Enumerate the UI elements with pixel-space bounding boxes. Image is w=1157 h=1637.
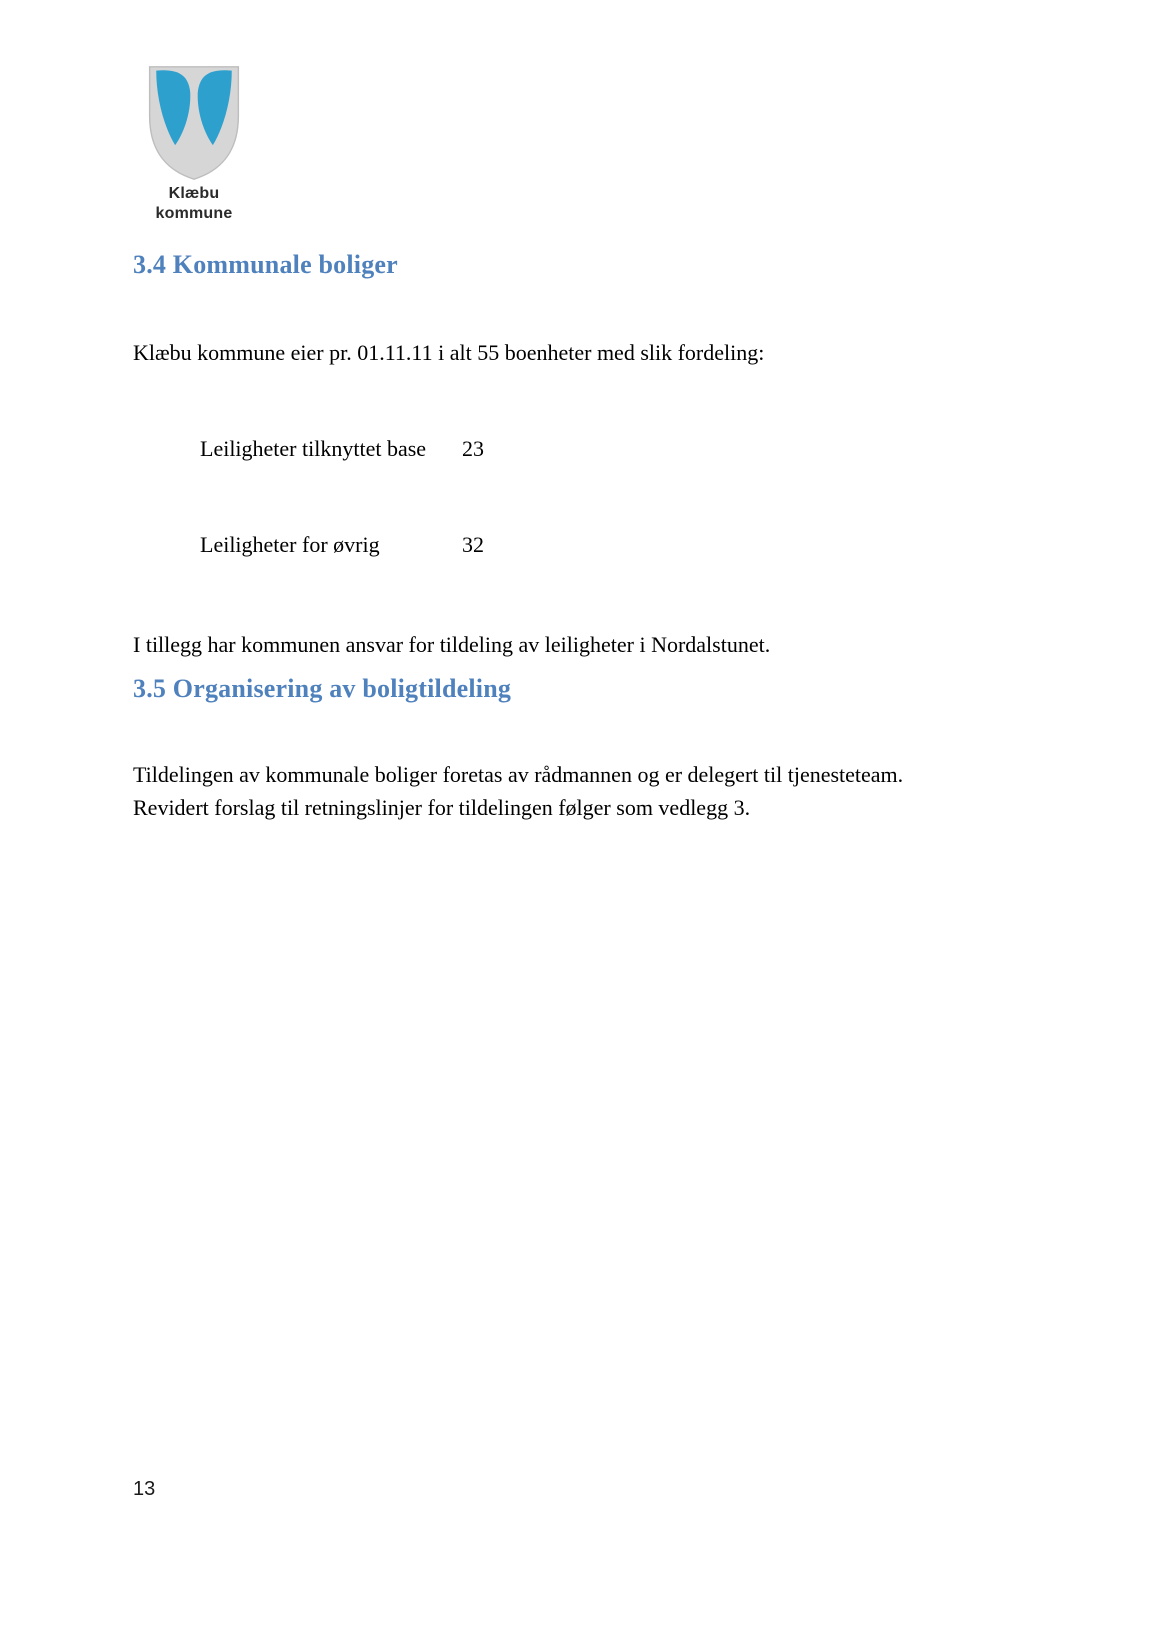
allocation-label: Leiligheter tilknyttet base	[200, 436, 427, 461]
coat-of-arms-shield-icon	[146, 64, 242, 182]
page-number: 13	[133, 1478, 156, 1500]
allocation-value: 23	[462, 436, 484, 461]
allocation-label: Leiligheter for øvrig	[200, 532, 380, 557]
logo-text-line1: Klæbu	[168, 185, 220, 202]
section-heading-3-5: 3.5 Organisering av boligtildeling	[133, 674, 512, 703]
allocation-row	[200, 532, 522, 558]
section-3-5-paragraph: Tildelingen av kommunale boliger foretas av rådmannen og er delegert til tjenesteteam. Revidert forslag til retningslinjer for tildelingen følger som vedlegg 3.	[133, 762, 904, 820]
intro-paragraph: Klæbu kommune eier pr. 01.11.11 i alt 55 boenheter med slik fordeling:	[133, 340, 765, 365]
logo-text	[136, 184, 252, 224]
allocation-row	[200, 436, 522, 462]
after-table-paragraph: I tillegg har kommunen ansvar for tildeling av leiligheter i Nordalstunet.	[133, 632, 771, 657]
allocation-value: 32	[462, 532, 484, 557]
section-heading-3-4: 3.4 Kommunale boliger	[133, 250, 398, 279]
municipality-logo	[136, 64, 252, 224]
logo-text-line2: kommune	[155, 205, 233, 222]
